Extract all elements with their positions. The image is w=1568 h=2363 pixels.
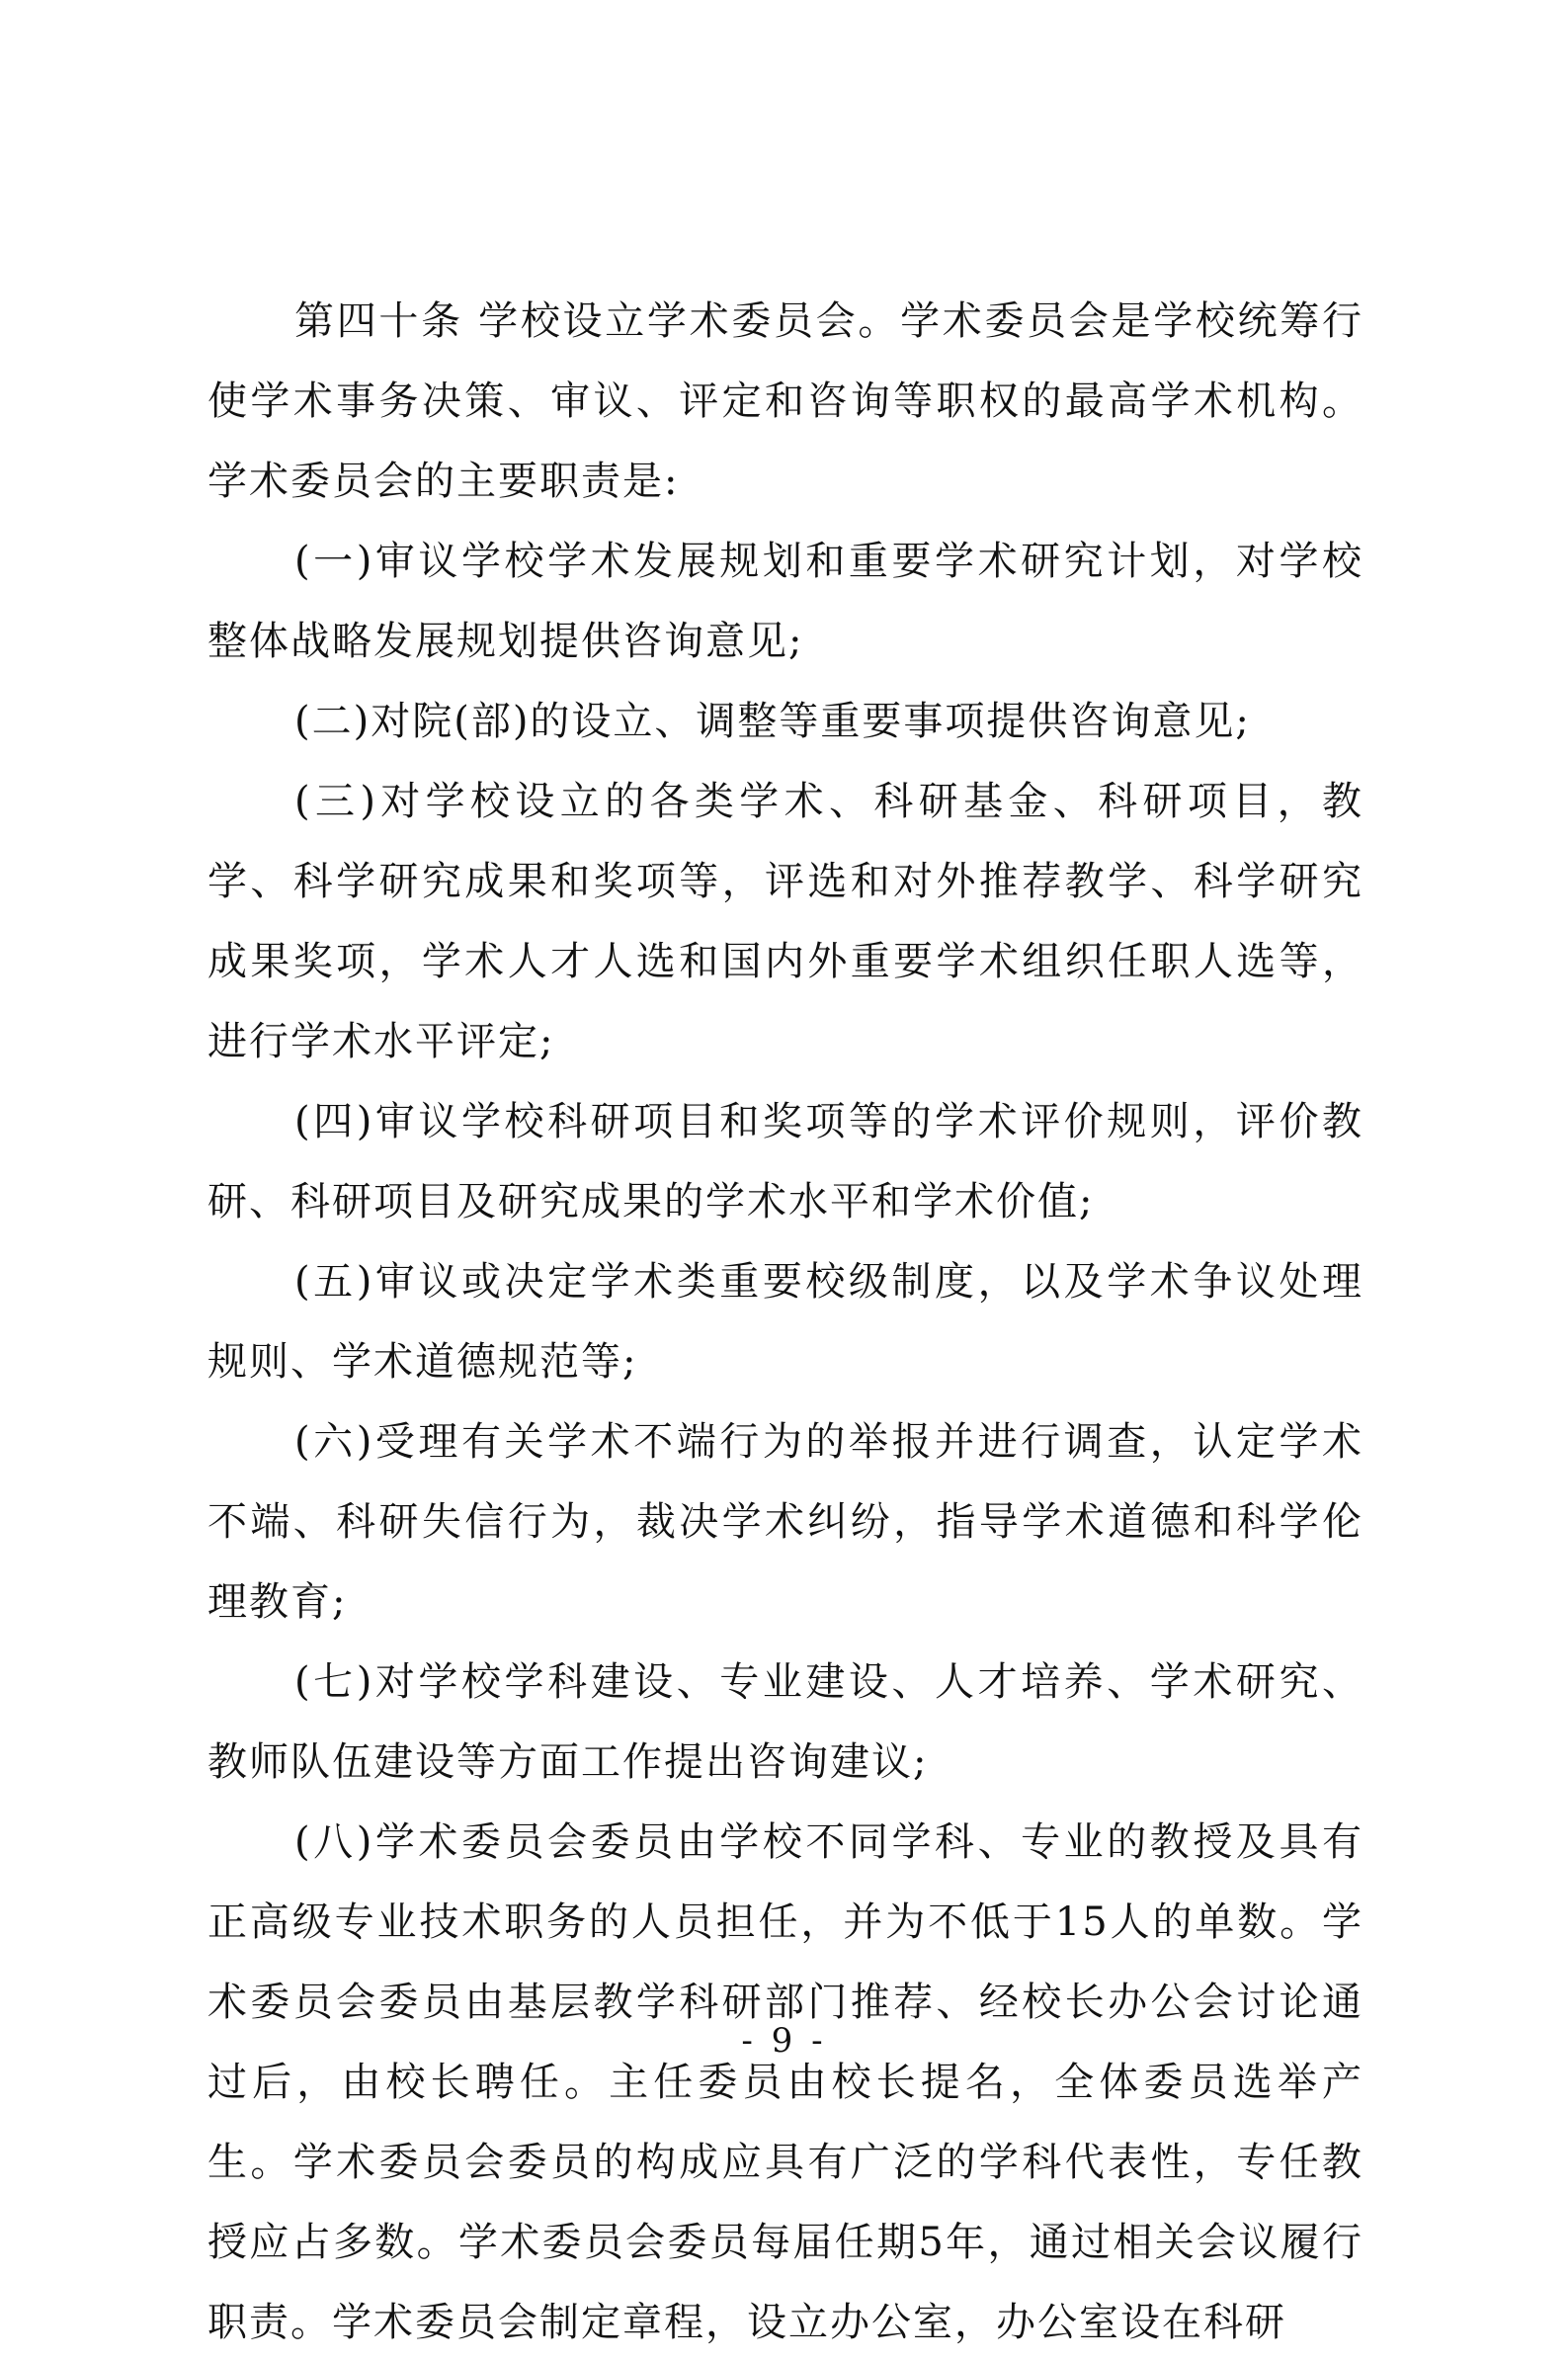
duty-item-2: (二)对院(部)的设立、调整等重要事项提供咨询意见; — [294, 699, 1251, 744]
duty-item-8: (八)学术委员会委员由学校不同学科、专业的教授及具有正高级专业技术职务的人员担任，并为不低于15人的单数。学术委员会委员由基层教学科研部门推荐、经校长办公会讨论通过后，由校长聘任。主任委员由校长提名，全体委员选举产生。学术委员会委员的构成应具有广泛的学科代表性，专任教授应占多数。学术委员会委员每届任期5年，通过相关会议履行职责。学术委员会制定章程，设立办公室，办公室设在科研 — [207, 1819, 1363, 2345]
duty-item-5: (五)审议或决定学术类重要校级制度，以及学术争议处理规则、学术道德规范等; — [207, 1259, 1363, 1385]
duty-item-7: (七)对学校学科建设、专业建设、人才培养、学术研究、教师队伍建设等方面工作提出咨询建议; — [207, 1659, 1363, 1785]
page-number: - 9 - — [741, 2021, 827, 2061]
duty-item-4: (四)审议学校科研项目和奖项等的学术评价规则，评价教研、科研项目及研究成果的学术水平和学术价值; — [207, 1099, 1363, 1224]
article-40-intro: 第四十条 学校设立学术委员会。学术委员会是学校统筹行使学术事务决策、审议、评定和咨询等职权的最高学术机构。学术委员会的主要职责是: — [207, 298, 1363, 504]
duty-item-1: (一)审议学校学术发展规划和重要学术研究计划，对学校整体战略发展规划提供咨询意见; — [207, 539, 1363, 664]
duty-item-3: (三)对学校设立的各类学术、科研基金、科研项目，教学、科学研究成果和奖项等，评选和对外推荐教学、科学研究成果奖项，学术人才人选和国内外重要学术组织任职人选等，进行学术水平评定; — [207, 779, 1363, 1064]
duty-item-6: (六)受理有关学术不端行为的举报并进行调查，认定学术不端、科研失信行为，裁决学术纠纷，指导学术道德和科学伦理教育; — [207, 1419, 1363, 1625]
